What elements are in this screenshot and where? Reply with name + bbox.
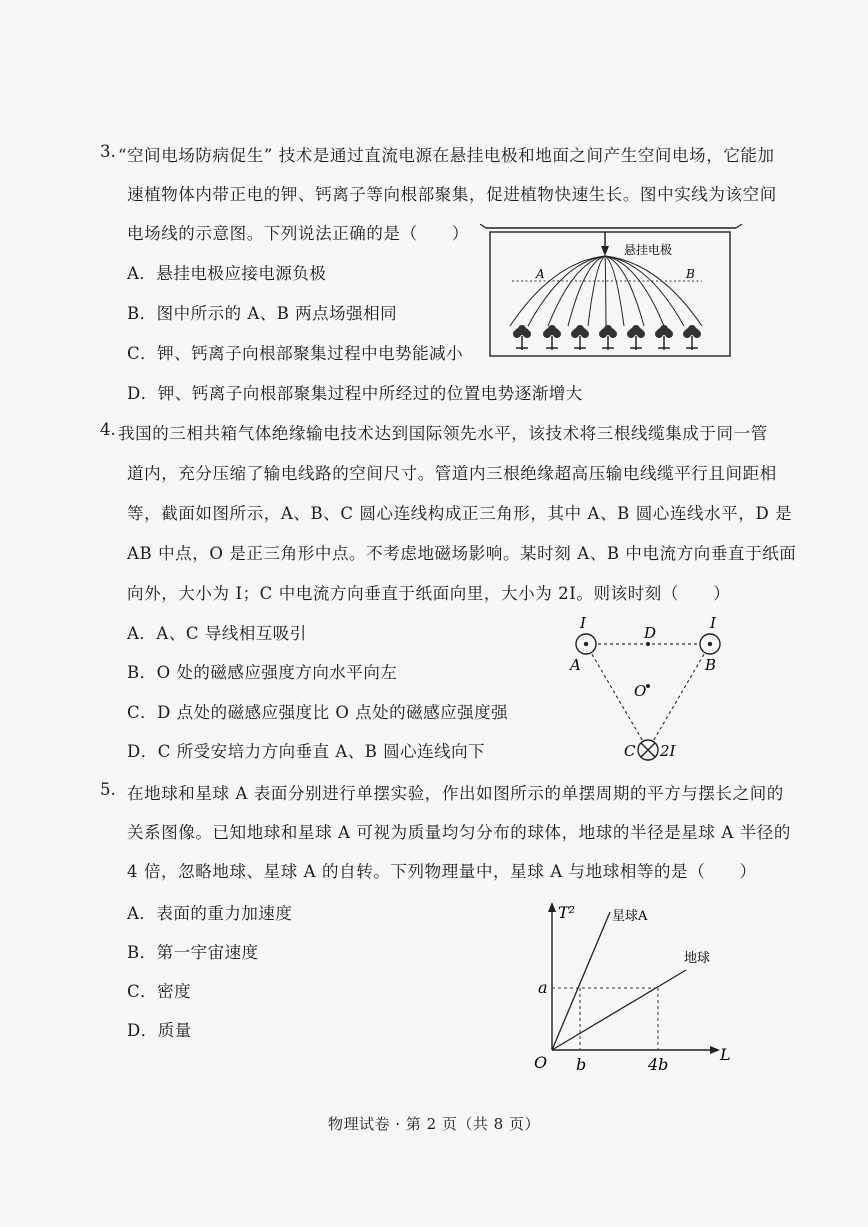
tick-4b-label: 4b	[648, 1055, 669, 1074]
field-line	[605, 256, 664, 326]
plant-icon	[513, 325, 531, 350]
current-a-label: I	[580, 614, 586, 632]
q4-option-b: B．O 处的磁感应强度方向水平向左	[127, 663, 398, 682]
q5-text-line-1: 在地球和星球 A 表面分别进行单摆实验，作出如图所示的单摆周期的平方与摆长之间的	[127, 784, 784, 803]
current-c-label: 2I	[660, 742, 676, 760]
q5-option-d: D．质量	[127, 1021, 192, 1040]
q5-option-b: B．第一宇宙速度	[127, 943, 259, 962]
plants-row	[513, 325, 701, 350]
plant-icon	[683, 325, 701, 350]
plant-icon	[543, 325, 561, 350]
q5-text-line-2: 关系图像。已知地球和星球 A 可视为质量均匀分布的球体，地球的半径是星球 A 半径的	[127, 823, 792, 842]
line-earth	[552, 970, 686, 1050]
q3-electric-field-figure	[480, 224, 742, 360]
field-line	[605, 256, 644, 326]
wire-b-label: B	[705, 656, 717, 674]
line-planet-a	[552, 912, 610, 1050]
q5-number: 5.	[100, 780, 116, 799]
field-line	[605, 256, 606, 326]
field-line	[605, 256, 684, 326]
q3-option-b: B．图中所示的 A、B 两点场强相同	[127, 304, 398, 323]
q4-triangle-figure	[560, 614, 740, 764]
q3-number: 3.	[100, 142, 116, 161]
q4-option-d: D．C 所受安培力方向垂直 A、B 圆心连线向下	[127, 742, 486, 761]
plant-icon	[599, 325, 617, 350]
q4-option-a: A．A、C 导线相互吸引	[127, 624, 307, 643]
side-bc	[648, 644, 710, 750]
q5-graph-figure	[528, 898, 740, 1076]
point-d-label: D	[644, 624, 657, 642]
q3-text-line-3: 电场线的示意图。下列说法正确的是（ ）	[127, 224, 469, 243]
origin-label: O	[534, 1053, 548, 1072]
q5-text-line-3: 4 倍，忽略地球、星球 A 的自转。下列物理量中，星球 A 与地球相等的是（ ）	[127, 862, 757, 881]
point-o	[646, 684, 650, 688]
electrode-label: 悬挂电极	[624, 243, 673, 257]
point-a-label: A	[536, 267, 545, 281]
wire-a-label: A	[570, 656, 581, 674]
wire-c-label: C	[624, 742, 636, 760]
q3-option-a: A．悬挂电极应接电源负极	[127, 264, 327, 283]
line-planet-a-label: 星球A	[612, 909, 648, 924]
field-line	[605, 256, 624, 326]
q4-option-c: C．D 点处的磁感应强度比 O 点处的磁感应强度强	[127, 703, 509, 722]
q3-option-d: D．钾、钙离子向根部聚集过程中所经过的位置电势逐渐增大	[127, 384, 583, 403]
q4-text-line-5: 向外，大小为 I；C 中电流方向垂直于纸面向里，大小为 2I。则该时刻（ ）	[127, 584, 731, 603]
field-line	[568, 256, 605, 326]
page-footer: 物理试卷 · 第 2 页（共 8 页）	[328, 1115, 540, 1133]
tick-a-label: a	[538, 978, 548, 997]
current-b-label: I	[710, 614, 716, 632]
y-axis-label: T²	[558, 903, 576, 922]
q4-text-line-1: 我国的三相共箱气体绝缘输电技术达到国际领先水平，该技术将三根线缆集成于同一管	[118, 424, 768, 443]
point-o-label: O	[634, 682, 647, 700]
tick-b-label: b	[576, 1055, 587, 1074]
electrode-icon	[601, 246, 609, 256]
point-d	[646, 642, 650, 646]
field-line	[510, 256, 605, 326]
field-line	[588, 256, 605, 326]
line-earth-label: 地球	[684, 951, 711, 966]
plant-icon	[627, 325, 645, 350]
q5-option-a: A．表面的重力加速度	[127, 904, 293, 923]
q4-number: 4.	[100, 420, 116, 439]
q4-text-line-3: 等，截面如图所示，A、B、C 圆心连线构成正三角形，其中 A、B 圆心连线水平，D 是	[127, 504, 793, 523]
point-b-label: B	[686, 267, 695, 281]
q3-text-line-1: “空间电场防病促生” 技术是通过直流电源在悬挂电极和地面之间产生空间电场，它能加	[118, 146, 775, 165]
plant-icon	[655, 325, 673, 350]
q5-option-c: C．密度	[127, 982, 192, 1001]
plant-icon	[571, 325, 589, 350]
x-axis-label: L	[720, 1045, 731, 1064]
field-line	[548, 256, 605, 326]
q4-text-line-2: 道内，充分压缩了输电线路的空间尺寸。管道内三根绝缘超高压输电线缆平行且间距相	[127, 464, 777, 483]
q4-text-line-4: AB 中点，O 是正三角形中点。不考虑地磁场影响。某时刻 A、B 中电流方向垂直于纸面	[127, 544, 797, 563]
q3-option-c: C．钾、钙离子向根部聚集过程中电势能减小	[127, 344, 464, 363]
q3-text-line-2: 速植物体内带正电的钾、钙离子等向根部聚集，促进植物快速生长。图中实线为该空间	[127, 185, 777, 204]
